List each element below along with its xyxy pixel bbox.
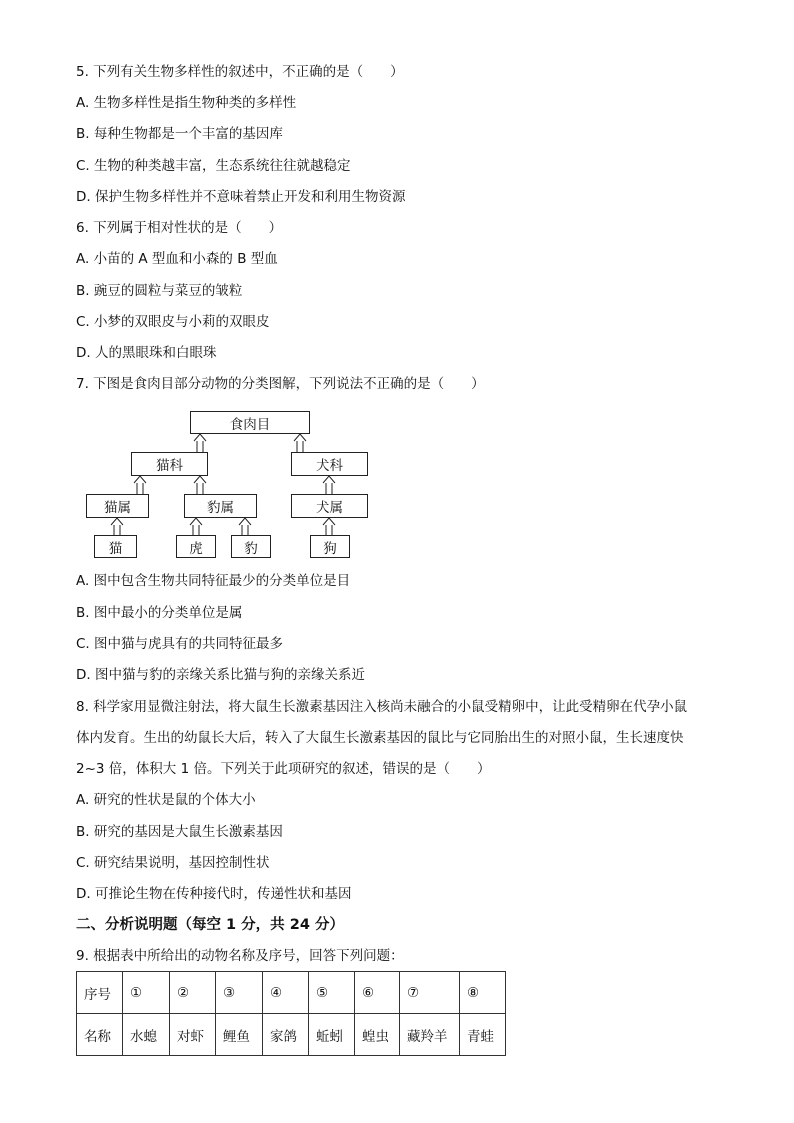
node-species-leopard: 豹	[231, 535, 271, 558]
q7-option-d: D. 图中猫与豹的亲缘关系比猫与狗的亲缘关系近	[76, 667, 365, 683]
q5-option-a: A. 生物多样性是指生物种类的多样性	[76, 95, 297, 111]
table-row-names	[77, 1014, 506, 1056]
node-species-dog: 狗	[310, 535, 350, 558]
q7-option-b: B. 图中最小的分类单位是属	[76, 605, 243, 621]
table-header-name: 名称	[77, 1014, 123, 1056]
arrow-tiger-to-leopardgenus	[190, 518, 202, 535]
table-cell-name: 青蛙	[460, 1014, 506, 1056]
section-title-analysis: 二、分析说明题（每空 1 分，共 24 分）	[76, 917, 344, 933]
table-cell-name: 蝗虫	[355, 1014, 400, 1056]
q6-stem: 6. 下列属于相对性状的是（ ）	[76, 220, 283, 236]
arrow-catfamily-to-order	[194, 434, 206, 452]
q8-stem-line-2: 体内发育。生出的幼鼠长大后，转入了大鼠生长激素基因的鼠比与它同胎出生的对照小鼠，生长速度快	[76, 730, 684, 746]
q5-option-d: D. 保护生物多样性并不意味着禁止开发和利用生物资源	[76, 189, 406, 205]
arrow-dogfamily-to-order	[294, 434, 306, 452]
q5-option-c: C. 生物的种类越丰富，生态系统往往就越稳定	[76, 158, 351, 174]
table-header-number: 序号	[77, 972, 123, 1014]
q6-option-c: C. 小梦的双眼皮与小莉的双眼皮	[76, 314, 270, 330]
node-family-canidae: 犬科	[291, 452, 368, 476]
node-order-carnivora: 食肉目	[190, 411, 310, 434]
node-family-felidae: 猫科	[131, 452, 208, 476]
q9-stem: 9. 根据表中所给出的动物名称及序号，回答下列问题：	[76, 948, 404, 964]
q8-option-a: A. 研究的性状是鼠的个体大小	[76, 792, 256, 808]
animal-table	[76, 971, 506, 1056]
table-row-numbers	[77, 972, 506, 1014]
node-genus-canis: 犬属	[291, 494, 368, 518]
table-cell-number: ⑧	[460, 972, 506, 1014]
q8-option-d: D. 可推论生物在传种接代时，传递性状和基因	[76, 886, 352, 902]
q8-stem-line-1: 8. 科学家用显微注射法，将大鼠生长激素基因注入核尚未融合的小鼠受精卵中，让此受精卵在代孕小鼠	[76, 699, 688, 715]
q6-option-a: A. 小苗的 A 型血和小森的 B 型血	[76, 251, 278, 267]
node-species-cat: 猫	[94, 535, 137, 558]
table-cell-name: 鲤鱼	[216, 1014, 263, 1056]
arrow-catgenus-to-catfamily	[134, 476, 146, 494]
arrow-leopardgenus-to-catfamily	[194, 476, 206, 494]
q8-option-c: C. 研究结果说明，基因控制性状	[76, 855, 270, 871]
q5-stem: 5. 下列有关生物多样性的叙述中，不正确的是（ ）	[76, 64, 404, 80]
table-cell-name: 水螅	[123, 1014, 170, 1056]
table-cell-name: 对虾	[170, 1014, 216, 1056]
arrow-cat-to-catgenus	[111, 518, 123, 535]
arrow-leopard-to-leopardgenus	[239, 518, 251, 535]
table-cell-number: ⑤	[309, 972, 355, 1014]
arrow-doggenus-to-dogfamily	[323, 476, 335, 494]
node-genus-felis: 猫属	[86, 494, 149, 518]
q7-option-c: C. 图中猫与虎具有的共同特征最多	[76, 636, 284, 652]
q7-option-a: A. 图中包含生物共同特征最少的分类单位是目	[76, 573, 351, 589]
q6-option-b: B. 豌豆的圆粒与菜豆的皱粒	[76, 283, 243, 299]
q8-option-b: B. 研究的基因是大鼠生长激素基因	[76, 824, 283, 840]
node-genus-panthera: 豹属	[184, 494, 257, 518]
table-cell-number: ②	[170, 972, 216, 1014]
table-cell-name: 家鸽	[263, 1014, 309, 1056]
table-cell-number: ①	[123, 972, 170, 1014]
q7-stem: 7. 下图是食肉目部分动物的分类图解，下列说法不正确的是（ ）	[76, 376, 485, 392]
q6-option-d: D. 人的黑眼珠和白眼珠	[76, 345, 217, 361]
table-cell-number: ③	[216, 972, 263, 1014]
q5-option-b: B. 每种生物都是一个丰富的基因库	[76, 126, 283, 142]
table-cell-number: ⑥	[355, 972, 400, 1014]
node-species-tiger: 虎	[176, 535, 216, 558]
table-cell-number: ④	[263, 972, 309, 1014]
q8-stem-line-3: 2~3 倍，体积大 1 倍。下列关于此项研究的叙述，错误的是（ ）	[76, 761, 491, 777]
table-cell-number: ⑦	[400, 972, 460, 1014]
arrow-dog-to-doggenus	[323, 518, 335, 535]
table-cell-name: 蚯蚓	[309, 1014, 355, 1056]
table-cell-name: 藏羚羊	[400, 1014, 460, 1056]
